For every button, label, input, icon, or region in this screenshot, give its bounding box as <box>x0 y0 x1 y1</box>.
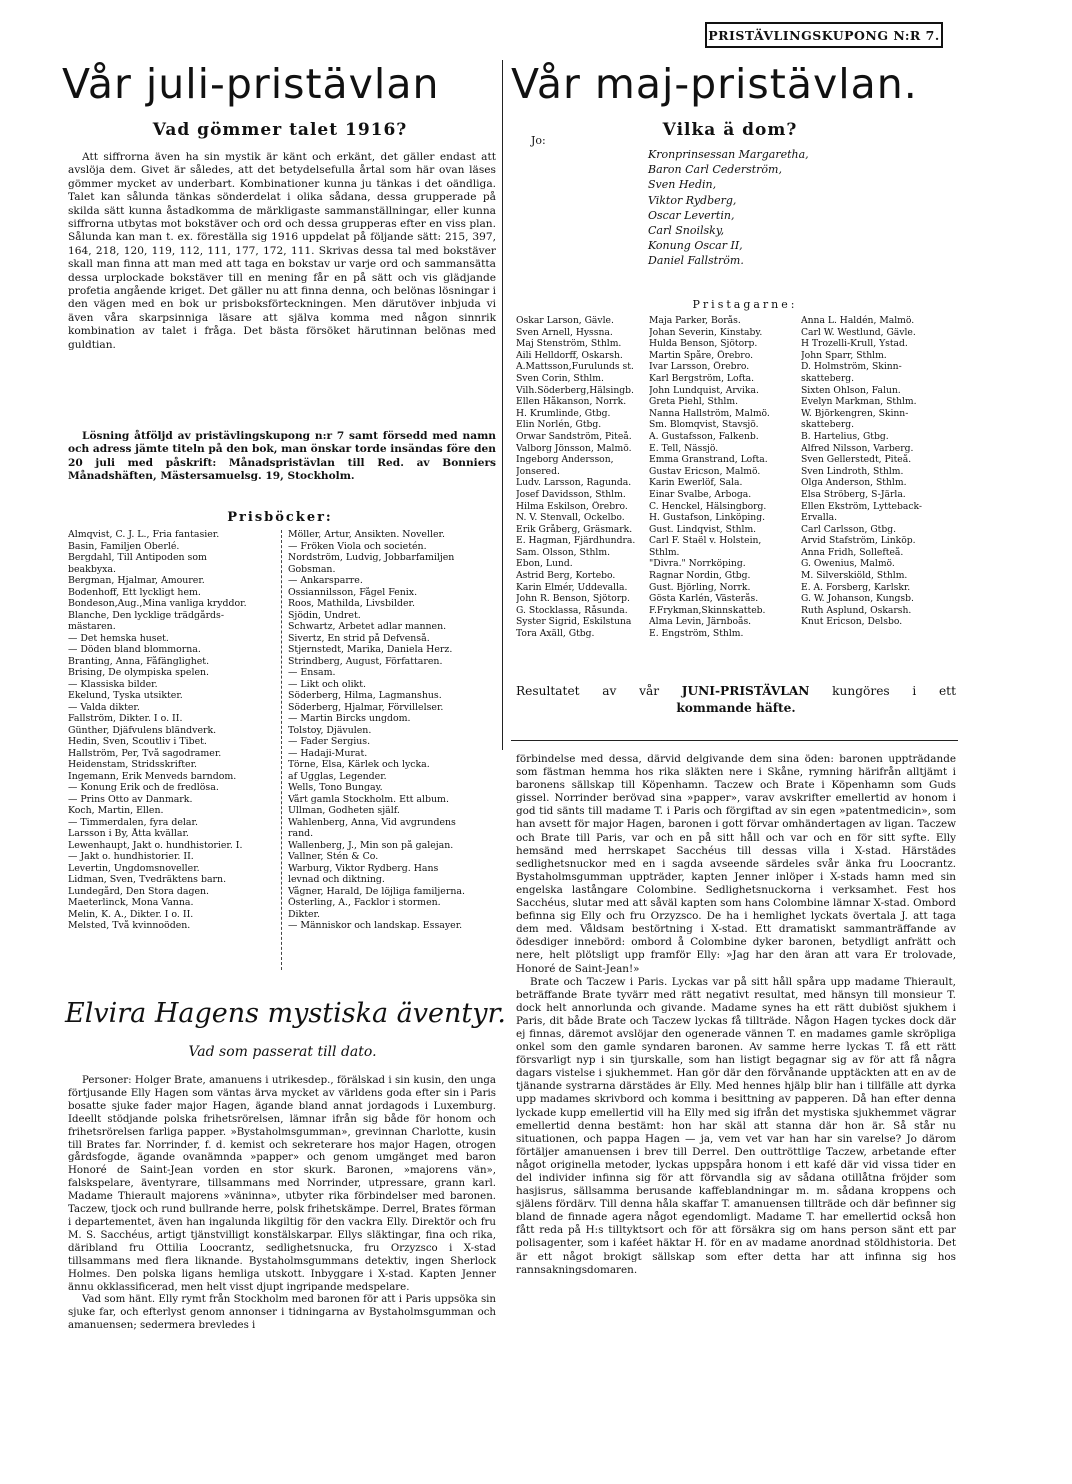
winner-name: Anna Fridh, Sollefteå. <box>801 546 904 558</box>
section-rule <box>511 740 958 741</box>
winner-name: Sven Arnell, Hyssna. <box>516 326 613 338</box>
solving-paragraph: Lösning åtföljd av pristävlingskupong n:r 7 samt försedd med namn och adress jämte titeln på den bok, man önskar torde insändas före den 20 juli med påskrift: Månadspristävlan till Red. av Bonniers Månadshäften, Mästersamuelsg. 19, Stockholm. <box>68 430 496 483</box>
winner-name: "Divra." Norrköping. <box>649 558 746 570</box>
prize-book-entry: Blanche, Den lycklige trädgårds- <box>68 609 225 621</box>
result-word: JUNI-PRISTÄVLAN <box>681 684 810 698</box>
prize-book-entry: Fallström, Dikter. I o. II. <box>68 713 183 724</box>
prize-book-entry: beakbyxa. <box>68 563 116 575</box>
winner-name: Karin Elmér, Uddevalla. <box>516 581 628 593</box>
prize-book-entry: — Klassiska bilder. <box>68 678 158 690</box>
prize-book-entry: — Ensam. <box>288 667 336 678</box>
winner-name: Martin Spåre, Örebro. <box>649 349 753 361</box>
elvira-headline: Elvira Hagens mystiska äventyr. <box>65 998 506 1029</box>
winner-name: Valborg Jönsson, Malmö. <box>516 442 632 454</box>
prize-book-entry: — Jakt o. hundhistorier. II. <box>68 851 194 862</box>
elvira-paragraph: Personer: Holger Brate, amanuens i utrikesdep., förälskad i sin kusin, den unga förtjusande Elly Hagen som väntas ärva mycket av världens goda efter sin i Paris bosatte sjuke fader major Hagen, ägande bland annat jordagods i Luxemburg. Ideellt stödjande polska frihetsrörelsen, lämnar ifrån sig både för honom och frihetsrörelsen farliga papper. »Bystaholmsgumman», grevinnan Charlotte, kusin till Brates far. Norrinder, f. d. kemist och sekreterare hos major Hagen, otrogen gårdsfogde, ägande ovanämnda »papper» och genom umgänget med baron Honoré de Saint-Jean vorden en stor skurk. Baronen, »majorens vän», falskspelare, äventyrare, tillsammans med Norrinder, utpressare, grann karl. Madame Thierault majorens »väninna», utbyter rika förbindelser med baronen. Taczew, tjock och rund bullrande herre, polsk frihetskämpe. Derrel, Brates förman i departementet, även han ingalunda likgiltig för den vackra Elly. Direktör och fru M. S. Sacchéus, artigt tjänstvilligt konstälskarpar. Ellys släktingar, fina och rika, däribland fru Ottilia Loocrantz, sedlighetsnucka, fru Orzyzsco i X-stad tillsammans med flera liknande. Bystaholmsgummans detektiv, ingen Sherlock Holmes. Den polska ligans hemliga utskott. Inbyggare i X-stad. Kapten Jenner ännu okklassificerad, men helt visst djupt ingripande medspelare. <box>68 1075 496 1293</box>
prize-book-entry: — Valda dikter. <box>68 701 140 713</box>
winner-name: Aili Helldorff, Oskarsh. <box>516 349 623 361</box>
winner-name: Alfred Nilsson, Varberg. <box>801 442 914 454</box>
winners-row <box>516 489 956 501</box>
winner-name: skatteberg. <box>801 419 855 431</box>
winner-name: skatteberg. <box>801 372 855 384</box>
prize-book-entry: — Människor och landskap. Essayer. <box>288 920 463 931</box>
prize-book-entry: — Ankarsparre. <box>288 575 363 586</box>
winner-name: Gust. Björling, Norrk. <box>649 581 751 593</box>
winners-row <box>516 466 956 478</box>
winner-name: G. W. Johanson, Kungsb. <box>801 593 914 605</box>
prize-book-entry: Hallström, Per, Två sagodramer. <box>68 747 222 759</box>
jo-label: Jo: <box>531 134 546 147</box>
result-word: vår <box>639 684 660 698</box>
continuation-paragraph: Brate och Taczew i Paris. Lyckas var på sitt håll spåra upp madame Thierault, beträffande Brate tyvärr med rätt negativt resultat, med hänsyn till monsieur T. dock helt annorlunda och givande. Madame synes ha ett rätt dubiöst sjukhem i Paris, dit både Brate och Taczew lyckas få tillträde. Någon Hagen tyckes dock där ej finnas, däremot avslöjar den ogenerade vännen T. en madames gamle skröpliga onkel som den gamle syndaren baronen. Av samme herre lyckas T. få ett rätt försvarligt nyp i sin tjurskalle, som han listigt begagnar sig av för att få några dagars vistelse i sjukhemmet. Han gör där den förvånande upptäckten att en av de tjänande systrarna därstädes är Elly. Med hennes hjälp blir han i tillfälle att dyrka upp madames skrivbord och komma i besittning av papperen. Då han efter denna lyckade kupp emellertid vill ha Elly med sig ifrån det mystiska sjukhemmet vägrar emellertid denna bestämt: hon har skäl att stanna där hon är. Så står nu situationen, och pappa Hagen — ja, vem vet var han har sin varelse? Jo därom förtäljer amanuensen i brev till Derrel. Den outtröttlige Taczew, arbetande efter något originella metoder, lyckas uppspåra honom i ett kafé där vid vissa tider en del individer infinna sig för att förvandla sig av sådana otillåtna fröjder som hasjisrus, sällsamma berusande kaffeblandningar m. m. sådana kroppens och själens fördärv. Till denna håla skaffar T. amanuensen tillträde och där befinner sig bland de finnade agera något egendomligt. Madame T. har emellertid också hon fått reda på H:s tilltyktsort och för att försäkra sig om hans person sänt ett par polisagenter, som i kaféet häktar H. för en av madame anordnad stöldhistoria. Det är ett något brokigt sällskap som efter detta har att infinna sig hos rannsakningsdomaren. <box>516 975 956 1276</box>
prize-book-entry: Wells, Tono Bungay. <box>288 782 383 793</box>
winners-row <box>516 327 956 339</box>
result-word: av <box>602 684 617 698</box>
prize-book-entry: Vallner, Stén & Co. <box>288 851 379 862</box>
winner-name: Jonsered. <box>516 465 560 477</box>
winners-row <box>516 628 956 640</box>
result-line <box>516 683 956 700</box>
prize-book-entry: Bodenhoff, Ett lyckligt hem. <box>68 586 201 598</box>
prize-book-entry: Ullman, Godheten själf. <box>288 805 400 816</box>
winner-name: Evelyn Markman, Sthlm. <box>801 396 917 408</box>
prize-book-entry: Sjödin, Undret. <box>288 609 361 621</box>
prize-book-entry: Günther, Djäfvulens bländverk. <box>68 724 217 736</box>
prize-book-entry: — Döden bland blommorna. <box>68 644 201 655</box>
prize-book-entry: mästaren. <box>68 621 116 632</box>
maj-answers-list <box>648 147 848 269</box>
winner-name: W. Björkengren, Skinn- <box>801 407 909 419</box>
prize-book-entry: — Fröken Viola och societén. <box>288 540 427 552</box>
prize-book-entry: Sivertz, En strid på Defvenså. <box>288 632 430 644</box>
winner-name: Erik Gråberg, Gräsmark. <box>516 523 633 535</box>
winner-name: Ruth Asplund, Oskarsh. <box>801 604 912 616</box>
winner-name: Maj Stenström, Sthlm. <box>516 338 622 350</box>
winner-name: Ragnar Nordin, Gtbg. <box>649 570 751 582</box>
winner-name: Sven Gellerstedt, Piteå. <box>801 454 912 466</box>
winner-name: Einar Svalbe, Arboga. <box>649 488 752 500</box>
prize-book-entry: — Hadaji-Murat. <box>288 747 368 759</box>
prize-book-entry: Ekelund, Tyska utsikter. <box>68 690 183 701</box>
prize-book-entry: Basin, Familjen Oberlé. <box>68 540 180 552</box>
prize-book-entry: Söderberg, Hjalmar, Förvillelser. <box>288 701 444 713</box>
winner-name: Maja Parker, Borås. <box>649 315 741 326</box>
prize-book-entry: Melsted, Två kvinnoöden. <box>68 920 191 931</box>
winners-row <box>516 396 956 408</box>
elvira-paragraph: Vad som hänt. Elly rymt från Stockholm med baronen för att i Paris uppsöka sin sjuke far, och efterlyst genom annonser i tidningarna av Bystaholmsgumman och amanuensen; sedermera brevledes i <box>68 1294 496 1332</box>
prize-book-entry: — Martin Bircks ungdom. <box>288 713 411 724</box>
winner-name: Sam. Olsson, Sthlm. <box>516 546 610 558</box>
answer-name: Viktor Rydberg, <box>648 193 737 207</box>
winner-name: Vilh.Söderberg,Hälsingb. <box>516 384 634 396</box>
winner-name: Josef Davidsson, Sthlm. <box>516 488 626 500</box>
winners-row <box>516 501 956 513</box>
prize-book-entry: af Ugglas, Legender. <box>288 770 387 782</box>
prize-book-entry: Nordström, Ludvig, Jobbarfamiljen <box>288 552 455 563</box>
prize-book-entry: Ingemann, Erik Menveds barndom. <box>68 770 237 782</box>
prize-book-entry: rand. <box>288 828 314 839</box>
prize-books-heading: Prisböcker: <box>227 510 333 525</box>
prize-book-entry: levnad och diktning. <box>288 874 385 885</box>
prize-book-entry: — Fader Sergius. <box>288 736 371 747</box>
winner-name: Ivar Larsson, Örebro. <box>649 361 750 373</box>
prize-book-entry: Brising, De olympiska spelen. <box>68 667 210 678</box>
prize-book-entry: Maeterlinck, Mona Vanna. <box>68 897 194 908</box>
winner-name: F.Frykman,Skinnskatteb. <box>649 604 766 616</box>
winner-name: Ellen Ekström, Lytteback- <box>801 500 922 512</box>
winner-name: Sthlm. <box>649 546 680 558</box>
prize-book-entry: Ossiannilsson, Fågel Fenix. <box>288 586 418 598</box>
answer-name: Kronprinsessan Margaretha, <box>648 148 809 161</box>
winners-row <box>516 582 956 594</box>
continuation-paragraph: förbindelse med dessa, därvid delgivande dem sina öden: baronen uppträdande som fästman hemma hos rika släkten nere i Skåne, rymning härifrån alltjämt i baronens sällskap till Köpenhamn. Taczew och Brate i Köpenhamn som Guds gissel. Norrinder berövad sina »papper», varav avskrifter emellertid av honom i god tid sänts till madame T. i Paris och förgiftad av sin egen »patentmedicin», som han avsett för major Hagen, baronen i gott förvar omhändertagen av ligan. Taczew och Brate till Paris, var och en på sitt håll och var och en för sitt syfte. Elly hemsänd med herrskapet Sacchéus till dessas villa i X-stad. Härstädes sedlighetsnuckor med en i sagda avseende särdeles svår änka fru Loocrantz. Bystaholmsgumman uppträder, kapten Jenner inlöper i X-stads hamn med sin engelska lastångare Colombine. Sedlighetsnuckorna i verksamhet. Fest hos Sacchéus, slutar med att såväl kapten som hans Colombine lämnar X-stad. Ombord befinna sig Elly och fru Orzyzsco. De ha i hemlighet lyckats övertala J. att taga dem med. Våldsam bestörtning i X-stad. Ett dramatiskt sammanträffande av ödesdiger innebörd: ombord å Colombine dyker baronen, betydligt anfrätt och nere, helt plötsligt upp framför Elly: »Jag har den äran att vara Er trolovade, Honoré de Saint-Jean!» <box>516 753 956 975</box>
winners-row <box>516 454 956 466</box>
answer-name: Konung Oscar II, <box>648 239 743 253</box>
winner-name: Ludv. Larsson, Ragunda. <box>516 477 632 489</box>
prize-book-entry: Stjernstedt, Marika, Daniela Herz. <box>288 644 453 655</box>
winners-row <box>516 535 956 547</box>
prize-book-entry: Lewenhaupt, Jakt o. hundhistorier. I. <box>68 839 243 851</box>
prize-book-entry: Bergman, Hjalmar, Amourer. <box>68 575 205 586</box>
winners-row <box>516 373 956 385</box>
result-notice <box>516 683 956 717</box>
winner-name: Nanna Hallström, Malmö. <box>649 407 770 419</box>
prize-book-entry: Bondeson,Aug.,Mina vanliga kryddor. <box>68 598 247 609</box>
prize-book-entry: — Det hemska huset. <box>68 632 169 644</box>
prize-book-entry: Heidenstam, Stridsskrifter. <box>68 759 197 770</box>
juli-subtitle: Vad gömmer talet 1916? <box>152 120 408 140</box>
prize-book-entry: — Konung Erik och de fredlösa. <box>68 782 219 793</box>
winners-row <box>516 315 956 327</box>
winner-name: Hilma Eskilson, Örebro. <box>516 500 628 512</box>
prize-book-entry: Strindberg, August, Författaren. <box>288 655 443 667</box>
winners-row <box>516 547 956 559</box>
winner-name: Gustav Ericson, Malmö. <box>649 465 761 477</box>
result-word: i <box>912 684 917 698</box>
winner-name: Arvid Stafström, Linköp. <box>801 535 916 547</box>
winner-name: N. V. Stenvall, Ockelbo. <box>516 512 625 524</box>
winner-name: Sm. Blomqvist, Stavsjö. <box>649 419 759 431</box>
winner-name: Knut Ericson, Delsbo. <box>801 616 903 628</box>
prize-book-entry: Bergdahl, Till Antipoden som <box>68 552 207 563</box>
prize-book-entry: Roos, Mathilda, Livsbilder. <box>288 598 415 609</box>
winner-name: Karin Ewerlöf, Sala. <box>649 477 743 489</box>
winner-name: Emma Granstrand, Lofta. <box>649 454 768 466</box>
result-word: ett <box>938 684 956 698</box>
winner-name: A.Mattsson,Furulunds st. <box>516 361 634 373</box>
winner-name <box>801 628 956 640</box>
winner-name: Sixten Ohlson, Falun. <box>801 384 901 396</box>
prize-book-entry: — Likt och olikt. <box>288 678 366 690</box>
winner-name: John Sparr, Sthlm. <box>801 349 887 361</box>
prize-book-entry: Gobsman. <box>288 563 336 575</box>
winner-name: Oskar Larson, Gävle. <box>516 315 614 326</box>
winner-name: Carl F. Staël v. Holstein, <box>649 535 762 547</box>
winner-name: Hulda Benson, Sjötorp. <box>649 338 758 350</box>
prize-book-entry: Levertin, Ungdomsnoveller. <box>68 862 200 874</box>
prize-books-left-list <box>68 529 276 932</box>
winners-row <box>516 605 956 617</box>
winner-name: H. Krumlinde, Gtbg. <box>516 407 611 419</box>
winners-row <box>516 570 956 582</box>
winner-name: C. Henckel, Hälsingborg. <box>649 500 767 512</box>
winners-row <box>516 350 956 362</box>
winner-name: A. Gustafsson, Falkenb. <box>649 430 759 442</box>
elvira-subtitle: Vad som passerat till dato. <box>188 1044 377 1060</box>
elvira-synopsis <box>68 1075 496 1333</box>
winners-row <box>516 431 956 443</box>
winner-name: Ingeborg Andersson, <box>516 454 614 466</box>
prize-book-entry: Schwartz, Arbetet adlar mannen. <box>288 621 447 632</box>
prize-books-right-list <box>288 529 498 932</box>
answer-name: Oscar Levertin, <box>648 208 735 222</box>
winners-row <box>516 443 956 455</box>
winner-name: Syster Sigrid, Eskilstuna <box>516 616 632 628</box>
prize-book-entry: Lundegård, Den Stora dagen. <box>68 885 210 897</box>
prize-book-entry: — Timmerdalen, fyra delar. <box>68 816 198 828</box>
prize-book-entry: Warburg, Viktor Rydberg. Hans <box>288 862 439 874</box>
winners-row <box>516 419 956 431</box>
winner-name: H Trozelli-Krull, Ystad. <box>801 338 908 350</box>
prize-book-entry: Tolstoy, Djävulen. <box>288 724 372 736</box>
winner-name: Olga Anderson, Sthlm. <box>801 477 907 489</box>
maj-headline: Vår maj-pristävlan. <box>511 60 918 108</box>
winner-name: G. Stocklassa, Råsunda. <box>516 604 628 616</box>
winner-name: Tora Axäll, Gtbg. <box>516 628 595 640</box>
answer-name: Sven Hedin, <box>648 178 717 192</box>
prize-book-entry: Söderberg, Hilma, Lagmanshus. <box>288 690 442 701</box>
solving-instructions <box>68 430 496 484</box>
winner-name: M. Silverskiöld, Sthlm. <box>801 570 908 582</box>
winners-row <box>516 558 956 570</box>
prize-book-entry: Lidman, Sven, Tvedräktens barn. <box>68 874 227 885</box>
prize-book-entry: Larsson i By, Åtta kvällar. <box>68 828 189 839</box>
winners-heading: Pristagarne: <box>692 298 798 311</box>
result-word: kungöres <box>832 684 890 698</box>
winner-name: John Lundquist, Arvika. <box>649 384 759 396</box>
winners-row <box>516 338 956 350</box>
result-word: Resultatet <box>516 684 580 698</box>
winner-name: H. Gustafson, Linköping. <box>649 512 765 524</box>
prize-book-entry: Dikter. <box>288 908 320 920</box>
winners-row <box>516 524 956 536</box>
winner-name: G. Owenius, Malmö. <box>801 558 895 570</box>
winner-name: D. Holmström, Skinn- <box>801 361 902 373</box>
winner-name: Karl Bergström, Lofta. <box>649 372 755 384</box>
winner-name: Orwar Sandström, Piteå. <box>516 430 632 442</box>
maj-subtitle: Vilka ä dom? <box>662 120 798 140</box>
winner-name: Gust. Lindqvist, Sthlm. <box>649 523 757 535</box>
prize-book-entry: Wallenberg, J., Min son på galejan. <box>288 839 454 851</box>
answer-name: Baron Carl Cederström, <box>648 163 782 177</box>
prize-book-entry: Vårt gamla Stockholm. Ett album. <box>288 793 449 805</box>
winners-row <box>516 616 956 628</box>
winner-name: Sven Corin, Sthlm. <box>516 372 604 384</box>
prize-book-entry: Törne, Elsa, Kärlek och lycka. <box>288 759 430 770</box>
prize-book-entry: Koch, Martin, Ellen. <box>68 805 164 816</box>
prize-book-entry: — Prins Otto av Danmark. <box>68 793 193 805</box>
coupon-label: PRISTÄVLINGSKUPONG N:R 7. <box>705 22 943 48</box>
winner-name: E. A. Forsberg, Karlskr. <box>801 581 911 593</box>
winner-name: E. Engström, Sthlm. <box>649 628 744 640</box>
winner-name: Johan Severin, Kinstaby. <box>649 326 763 338</box>
prize-book-entry: Branting, Anna, Fåfänglighet. <box>68 655 210 667</box>
winners-row <box>516 477 956 489</box>
winner-name: Carl Carlsson, Gtbg. <box>801 523 897 535</box>
prize-book-entry: Österling, A., Facklor i stormen. <box>288 897 441 908</box>
prize-book-entry: Melin, K. A., Dikter. I o. II. <box>68 908 194 920</box>
prize-book-entry: Vågner, Harald, De löjliga familjerna. <box>288 885 465 897</box>
winner-name: John R. Benson, Sjötorp. <box>516 593 630 605</box>
winner-name: Sven Lindroth, Sthlm. <box>801 465 904 477</box>
prize-book-entry: Wahlenberg, Anna, Vid avgrundens <box>288 816 456 828</box>
winner-name: Gösta Karlén, Västerås. <box>649 593 759 605</box>
winner-name: Ervalla. <box>801 512 838 524</box>
column-divider <box>502 60 503 750</box>
winner-name: E. Hagman, Fjärdhundra. <box>516 535 636 547</box>
winners-row <box>516 385 956 397</box>
winner-name: Alma Levin, Järnboås. <box>649 616 752 628</box>
winner-name: Elsa Ströberg, S-Järla. <box>801 488 906 500</box>
winners-row <box>516 361 956 373</box>
winner-name: Ellen Håkanson, Norrk. <box>516 396 627 408</box>
prize-book-entry: Möller, Artur, Ansikten. Noveller. <box>288 529 445 540</box>
winner-name: Greta Piehl, Sthlm. <box>649 396 738 408</box>
juli-paragraph: Att siffrorna även ha sin mystik är känt och erkänt, det gäller endast att avslöja dem. Givet är således, att det betydelsefulla årtal som här ovan läses gömmer mycket av underbart. Kombinationer kunna ju tänkas i det oändliga. Talet kan sålunda tänkas sönderdelat i olika sådana, dessa grupperade på skilda sätt kunna åstadkomma de märkligaste sammanställningar, eller kunna siffrorna utbytas mot bokstäver och ord och dessa grupperas efter en viss plan. Sålunda kan man t. ex. föreställa sig 1916 uppdelat på följande sätt: 215, 397, 164, 218, 120, 119, 112, 111, 177, 172, 111. Skrivas dessa tal med bokstäver skall man finna att man med att taga en bokstav ur varje ord och sammansätta dessa urplockade bokstäver till en mening får en på sätt och vis glädjande profetia angående kriget. Det gäller nu att finna denna, och belönas lösningar i den vägen med en bok ur prisboksförteckningen. Men därutöver inbjuda vi även våra skarpsinniga läsare att själva komma med någon sinnrik kombination av talet i fråga. Det bästa försöket härutinnan belönas med guldtian. <box>68 151 496 351</box>
juli-article <box>68 151 496 352</box>
winners-table <box>516 315 956 640</box>
answer-name: Carl Snoilsky, <box>648 224 725 238</box>
winner-name: B. Hartelius, Gtbg. <box>801 430 889 442</box>
answer-name: Daniel Fallström. <box>648 254 744 268</box>
prize-list-separator <box>281 530 282 970</box>
elvira-continuation <box>516 753 956 1277</box>
juli-headline: Vår juli-pristävlan <box>62 60 440 108</box>
winners-row <box>516 593 956 605</box>
winners-row <box>516 408 956 420</box>
winner-name: E. Tell, Nässjö. <box>649 442 719 454</box>
prize-book-entry: Almqvist, C. J. L., Fria fantasier. <box>68 529 220 540</box>
prize-book-entry: Hedin, Sven, Scoutliv i Tibet. <box>68 736 207 747</box>
winner-name: Elin Norlén, Gtbg. <box>516 419 602 431</box>
winner-name: Anna L. Haldén, Malmö. <box>801 315 915 326</box>
winners-row <box>516 512 956 524</box>
winner-name: Ebon, Lund. <box>516 558 573 570</box>
winner-name: Carl W. Westlund, Gävle. <box>801 326 916 338</box>
result-line-2: kommande häfte. <box>676 701 796 715</box>
winner-name: Astrid Berg, Kortebo. <box>516 570 616 582</box>
